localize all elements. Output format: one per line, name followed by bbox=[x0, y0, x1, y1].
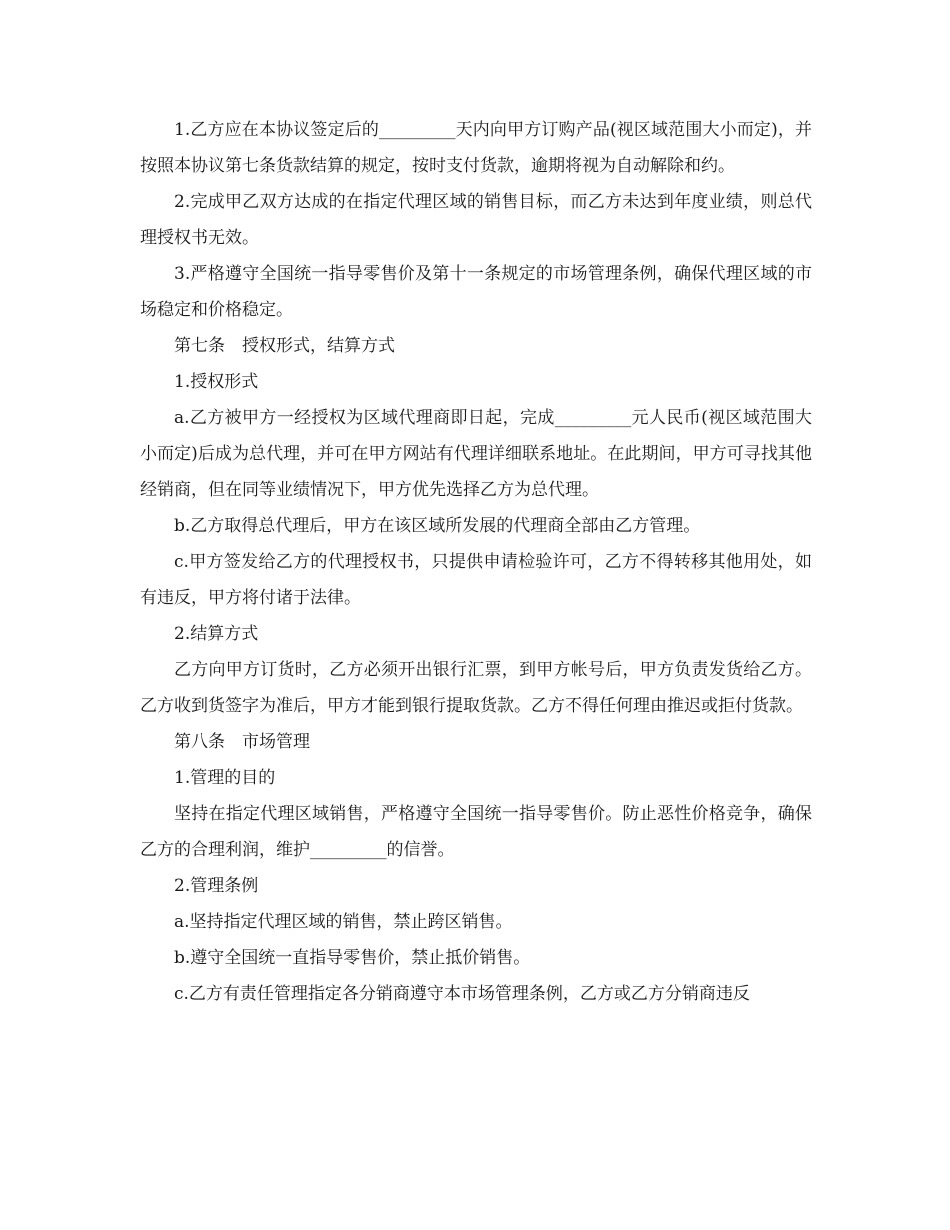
paragraph: 1.乙方应在本协议签定后的_________天内向甲方订购产品(视区域范围大小而定)，并按照本协议第七条货款结算的规定，按时支付货款，逾期将视为自动解除和约。 bbox=[140, 120, 812, 176]
section-heading: 第七条 授权形式，结算方式 bbox=[174, 336, 395, 356]
paragraph: c.乙方有责任管理指定各分销商遵守本市场管理条例，乙方或乙方分销商违反 bbox=[174, 984, 750, 1004]
section-heading: 第八条 市场管理 bbox=[174, 732, 310, 752]
paragraph: a.坚持指定代理区域的销售，禁止跨区销售。 bbox=[174, 912, 513, 932]
subsection-heading: 2.管理条例 bbox=[174, 876, 259, 896]
subsection-heading: 1.授权形式 bbox=[174, 372, 259, 392]
paragraph: a.乙方被甲方一经授权为区域代理商即日起，完成_________元人民币(视区域范围大小而定)后成为总代理，并可在甲方网站有代理详细联系地址。在此期间，甲方可寻找其他经销商，但在同等业绩情况下，甲方优先选择乙方为总代理。 bbox=[140, 408, 812, 500]
paragraph: b.遵守全国统一直指导零售价，禁止抵价销售。 bbox=[174, 948, 531, 968]
subsection-heading: 1.管理的目的 bbox=[174, 768, 276, 788]
paragraph: c.甲方签发给乙方的代理授权书，只提供申请检验许可，乙方不得转移其他用处，如有违反，甲方将付诸于法律。 bbox=[140, 552, 812, 608]
document-page bbox=[140, 112, 812, 1012]
subsection-heading: 2.结算方式 bbox=[174, 624, 259, 644]
paragraph: 乙方向甲方订货时，乙方必须开出银行汇票，到甲方帐号后，甲方负责发货给乙方。乙方收到货签字为准后，甲方才能到银行提取货款。乙方不得任何理由推迟或拒付货款。 bbox=[140, 660, 812, 716]
paragraph: 3.严格遵守全国统一指导零售价及第十一条规定的市场管理条例，确保代理区域的市场稳定和价格稳定。 bbox=[140, 264, 812, 320]
paragraph: 坚持在指定代理区域销售，严格遵守全国统一指导零售价。防止恶性价格竞争，确保乙方的合理利润，维护_________的信誉。 bbox=[140, 804, 812, 860]
paragraph: b.乙方取得总代理后，甲方在该区域所发展的代理商全部由乙方管理。 bbox=[174, 516, 701, 536]
paragraph: 2.完成甲乙双方达成的在指定代理区域的销售目标，而乙方未达到年度业绩，则总代理授权书无效。 bbox=[140, 192, 812, 248]
